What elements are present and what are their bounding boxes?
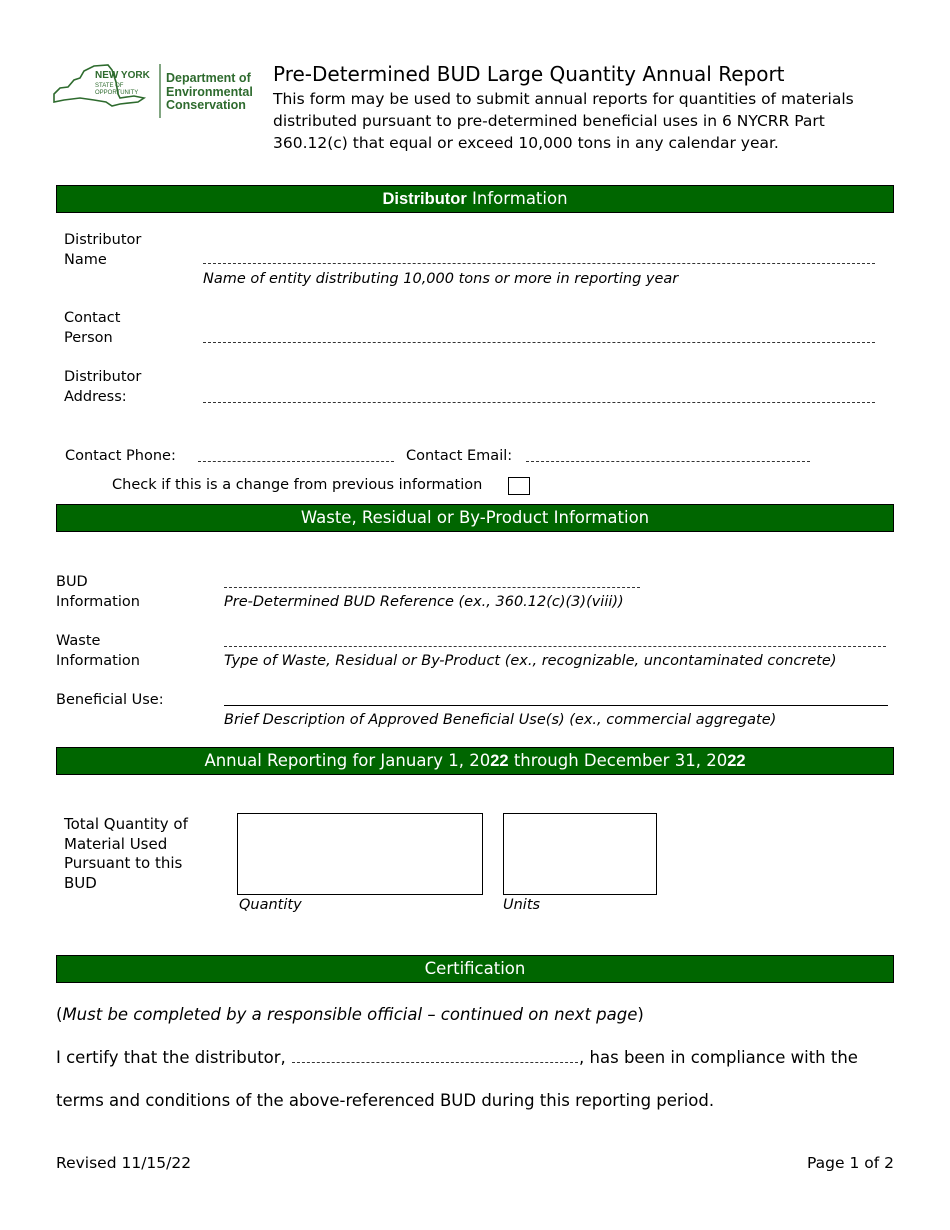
- beneficial-use-field[interactable]: [224, 705, 888, 706]
- distributor-certify-field[interactable]: [292, 1048, 578, 1063]
- waste-type-field[interactable]: [224, 646, 886, 647]
- change-checkbox-label: Check if this is a change from previous information: [112, 477, 483, 493]
- certification-statement-line1: [56, 1047, 858, 1069]
- distributor-name-label-line2: Name: [64, 252, 107, 268]
- certification-section-header: Certification: [56, 955, 894, 983]
- nysdec-logo: [50, 62, 262, 120]
- contact-phone-label: Contact Phone:: [65, 448, 176, 464]
- certification-statement-line2: terms and conditions of the above-referenced BUD during this reporting period.: [56, 1091, 715, 1110]
- logo-dept-line3: Conservation: [166, 98, 246, 112]
- revised-date: Revised 11/15/22: [56, 1154, 192, 1172]
- units-input-box[interactable]: [503, 813, 657, 895]
- distributor-heading-bold: Distributor: [382, 190, 467, 208]
- logo-dept-line2: Environmental: [166, 85, 253, 99]
- distributor-address-label-line1: Distributor: [64, 369, 142, 385]
- contact-phone-field[interactable]: [198, 461, 394, 462]
- waste-information-label-line1: Waste: [56, 633, 101, 649]
- annual-heading-part1: Annual Reporting for January 1, 20: [204, 751, 491, 770]
- new-york-state-outline-icon: [50, 62, 262, 120]
- beneficial-use-label: Beneficial Use:: [56, 692, 164, 708]
- contact-person-label: [64, 308, 120, 348]
- bud-information-label-line1: BUD: [56, 574, 88, 590]
- bud-information-label: [56, 572, 140, 612]
- logo-state-line2: STATE OF: [95, 83, 124, 89]
- annual-heading-year1: 22: [490, 752, 509, 770]
- bud-information-label-line2: Information: [56, 594, 140, 610]
- contact-email-label: Contact Email:: [406, 448, 513, 464]
- certification-note: [56, 1004, 644, 1026]
- distributor-address-field[interactable]: [203, 402, 875, 403]
- logo-state-line3: OPPORTUNITY: [95, 90, 139, 96]
- certification-note-italic: Must be completed by a responsible official – continued on next page: [62, 1005, 638, 1024]
- units-label: Units: [503, 897, 541, 913]
- annual-reporting-header: [56, 747, 894, 775]
- annual-heading-part2: through December 31, 20: [508, 751, 728, 770]
- page-number: Page 1 of 2: [807, 1154, 894, 1172]
- waste-section-header: Waste, Residual or By-Product Information: [56, 504, 894, 532]
- waste-type-hint: Type of Waste, Residual or By-Product (ex., recognizable, uncontaminated concrete): [224, 653, 837, 669]
- contact-email-field[interactable]: [526, 461, 810, 462]
- change-checkbox[interactable]: [508, 477, 530, 495]
- distributor-address-label: [64, 367, 141, 407]
- certification-note-open: (: [56, 1005, 63, 1024]
- logo-state-line1: NEW YORK: [95, 70, 150, 81]
- bud-reference-hint: Pre-Determined BUD Reference (ex., 360.12(c)(3)(viii)): [224, 594, 624, 610]
- form-intro: This form may be used to submit annual reports for quantities of materials distributed pursuant to pre-determined beneficial uses in 6 NYCRR Part 360.12(c) that equal or exceed 10,000 tons in any calendar year.: [273, 90, 854, 152]
- waste-information-label-line2: Information: [56, 653, 140, 669]
- contact-person-label-line1: Contact: [64, 310, 121, 326]
- certification-note-close: ): [637, 1005, 644, 1024]
- distributor-name-hint: Name of entity distributing 10,000 tons or more in reporting year: [203, 271, 679, 287]
- contact-person-field[interactable]: [203, 342, 875, 343]
- contact-person-label-line2: Person: [64, 330, 113, 346]
- distributor-name-label: [64, 230, 141, 270]
- distributor-name-field[interactable]: [203, 263, 875, 264]
- quantity-label: Quantity: [239, 897, 302, 913]
- certification-line1-after: , has been in compliance with the: [579, 1048, 858, 1067]
- distributor-name-label-line1: Distributor: [64, 232, 142, 248]
- annual-heading-year2: 22: [727, 752, 746, 770]
- distributor-heading-rest: Information: [466, 189, 568, 208]
- quantity-input-box[interactable]: [237, 813, 483, 895]
- logo-dept-line1: Department of: [166, 71, 251, 85]
- beneficial-use-hint: Brief Description of Approved Beneficial Use(s) (ex., commercial aggregate): [224, 712, 777, 728]
- waste-information-label: [56, 631, 140, 671]
- distributor-address-label-line2: Address:: [64, 389, 127, 405]
- certification-line1-before: I certify that the distributor,: [56, 1048, 292, 1067]
- distributor-section-header: [56, 185, 894, 213]
- bud-reference-field[interactable]: [224, 587, 640, 588]
- form-title: Pre-Determined BUD Large Quantity Annual Report: [273, 62, 785, 86]
- total-quantity-label: Total Quantity of Material Used Pursuant to this BUD: [64, 815, 188, 892]
